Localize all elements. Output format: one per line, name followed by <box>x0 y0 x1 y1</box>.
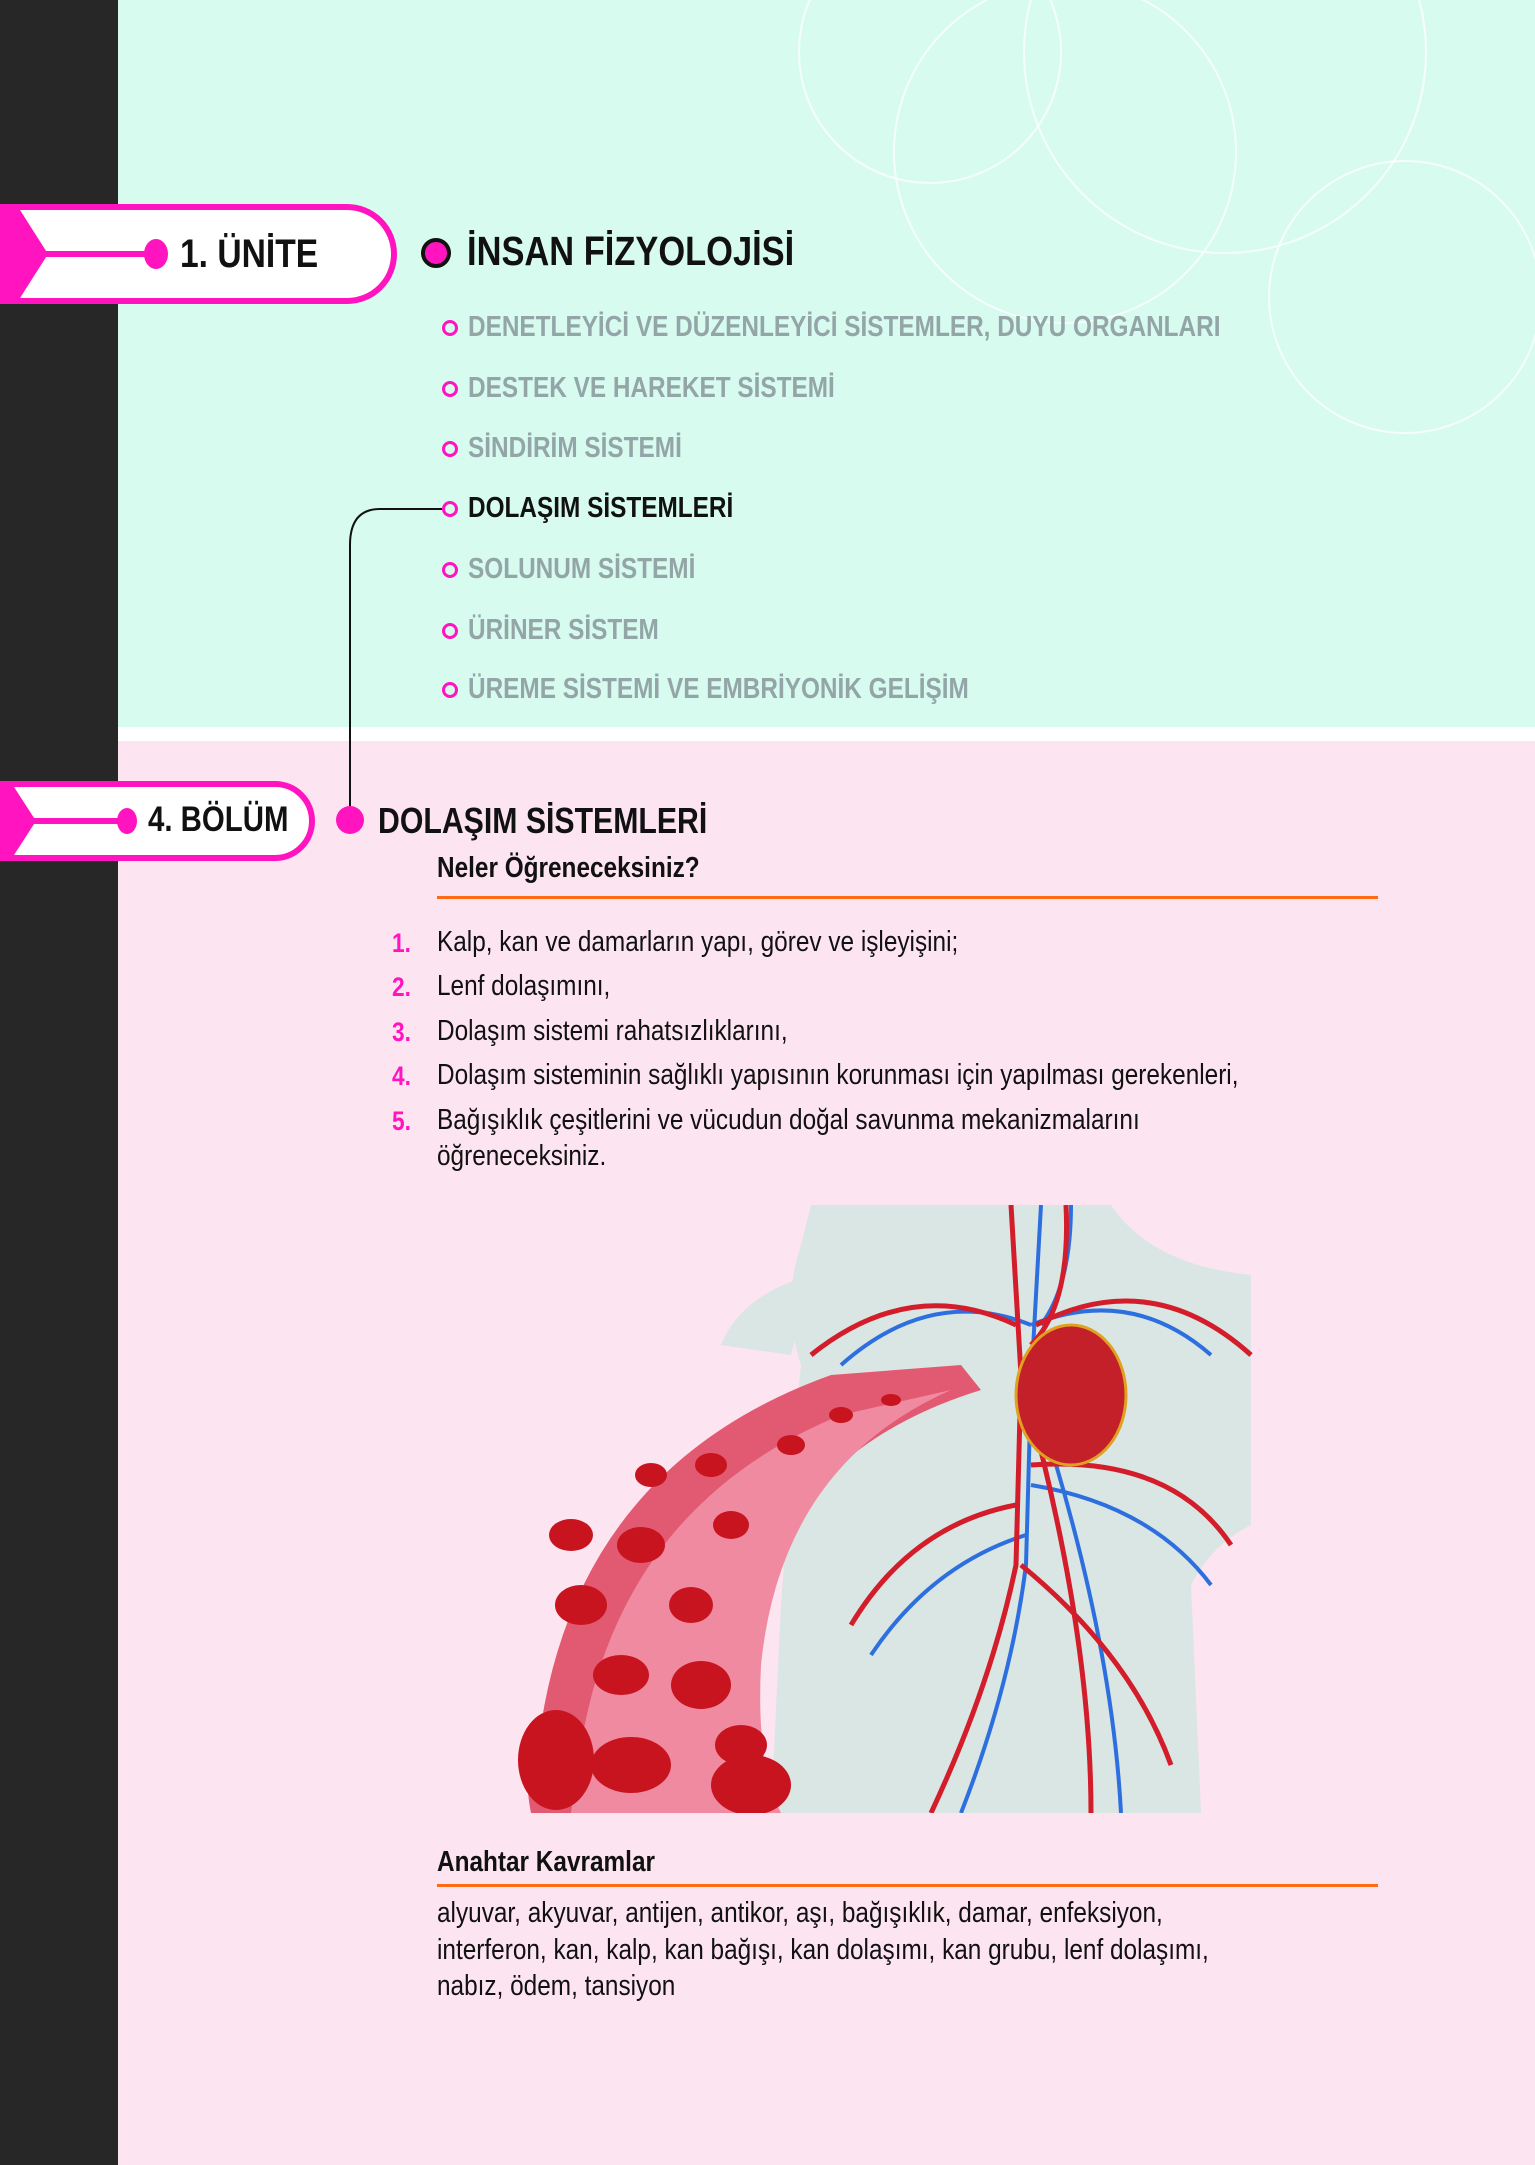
heading-rule <box>437 896 1378 899</box>
topic-item[interactable]: ÜREME SİSTEMİ VE EMBRİYONİK GELİŞİM <box>468 673 969 705</box>
objective-text: Kalp, kan ve damarların yapı, görev ve işleyişini; <box>437 926 959 958</box>
keywords-rule <box>437 1884 1378 1887</box>
objectives-heading: Neler Öğreneceksiniz? <box>437 852 700 884</box>
topic-item[interactable]: DESTEK VE HAREKET SİSTEMİ <box>468 372 835 404</box>
objective-number: 3. <box>392 1017 411 1047</box>
decor-circle <box>1268 160 1535 434</box>
objective-number: 2. <box>392 972 411 1002</box>
bullet-icon <box>336 806 364 834</box>
topic-bullet-icon <box>442 381 458 397</box>
topic-item[interactable]: SOLUNUM SİSTEMİ <box>468 553 696 585</box>
topic-bullet-icon <box>442 320 458 336</box>
objective-text: Dolaşım sistemi rahatsızlıklarını, <box>437 1015 788 1047</box>
objective-number: 1. <box>392 928 411 958</box>
arrow-icon <box>0 781 140 861</box>
objective-number: 5. <box>392 1106 411 1136</box>
keywords-heading: Anahtar Kavramlar <box>437 1846 655 1878</box>
circulatory-system-illustration <box>511 1205 1256 1813</box>
objective-number: 4. <box>392 1061 411 1091</box>
objective-text: Bağışıklık çeşitlerini ve vücudun doğal savunma mekanizmalarını <box>437 1104 1140 1136</box>
bullet-icon <box>421 238 451 268</box>
unit-panel <box>118 0 1535 727</box>
connector-line <box>340 500 460 830</box>
unit-label: 1. ÜNİTE <box>180 232 319 276</box>
chapter-title: DOLAŞIM SİSTEMLERİ <box>378 800 708 841</box>
arrow-icon <box>0 204 170 304</box>
divider <box>118 727 1535 741</box>
topic-item[interactable]: SİNDİRİM SİSTEMİ <box>468 432 682 464</box>
unit-title: İNSAN FİZYOLOJİSİ <box>467 228 795 274</box>
topic-item[interactable]: DOLAŞIM SİSTEMLERİ <box>468 492 734 524</box>
objective-text: Dolaşım sisteminin sağlıklı yapısının korunması için yapılması gerekenleri, <box>437 1059 1239 1091</box>
keywords-text: interferon, kan, kalp, kan bağışı, kan dolaşımı, kan grubu, lenf dolaşımı, <box>437 1933 1209 1966</box>
topic-item[interactable]: ÜRİNER SİSTEM <box>468 614 659 646</box>
chapter-label: 4. BÖLÜM <box>148 800 289 839</box>
keywords-text: nabız, ödem, tansiyon <box>437 1970 676 2002</box>
objective-text: Lenf dolaşımını, <box>437 970 611 1002</box>
page-sidebar <box>0 0 118 2165</box>
objective-text: öğreneceksiniz. <box>437 1140 607 1172</box>
topic-item[interactable]: DENETLEYİCİ VE DÜZENLEYİCİ SİSTEMLER, DUYU ORGANLARI <box>468 311 1221 343</box>
keywords-text: alyuvar, akyuvar, antijen, antikor, aşı, bağışıklık, damar, enfeksiyon, <box>437 1897 1163 1929</box>
topic-bullet-icon <box>442 441 458 457</box>
